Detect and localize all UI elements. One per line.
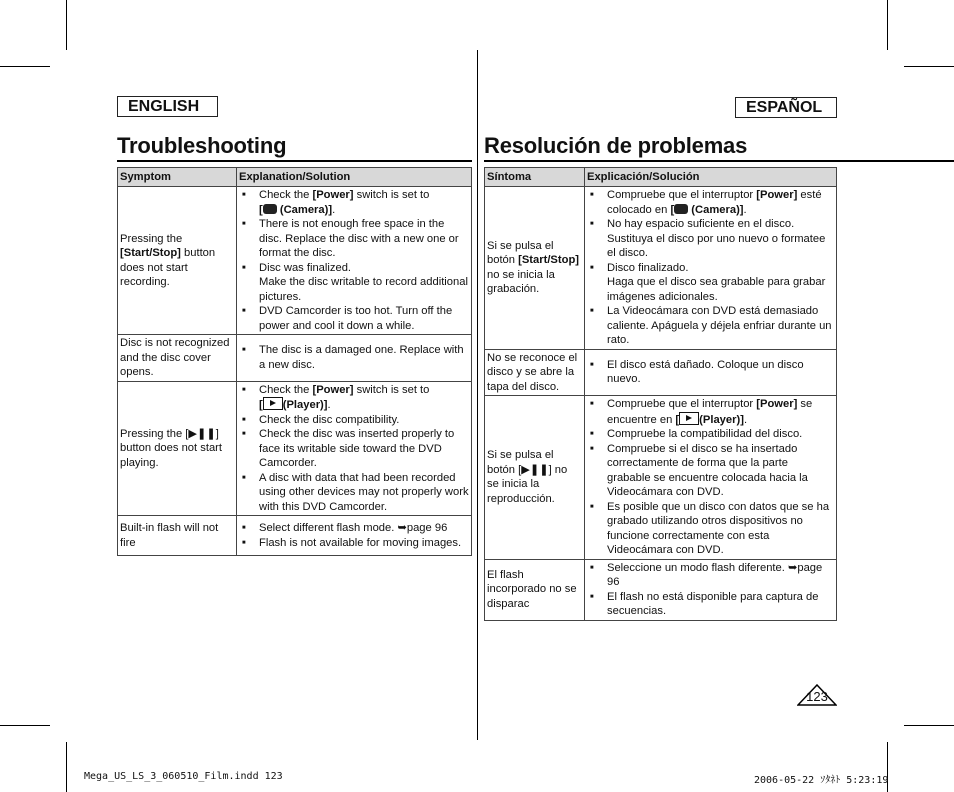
list-item: ■ Check the [Power] switch is set to [ (Player)]. (259, 383, 469, 413)
list-item: ■ There is not enough free space in the disc. Replace the disc with a new one or format the disc. (259, 217, 469, 261)
solution-cell (585, 187, 837, 350)
table-row (485, 559, 837, 620)
list-item: ■ Es posible que un disco con datos que se ha grabado utilizando otros dispositivos no funcione correctamente con esta Videocámara con DVD. (607, 500, 834, 558)
solution-cell (237, 335, 472, 382)
list-item: ■ Flash is not available for moving images. (259, 536, 469, 551)
page-title-en: Troubleshooting (117, 133, 287, 158)
footer-timestamp: 2006-05-22 ｿﾀﾈﾄ 5:23:19 (754, 775, 889, 786)
list-item: ■ A disc with data that had been recorded using other devices may not properly work with this DVD Camcorder. (259, 471, 469, 515)
crop-mark (887, 0, 888, 50)
symptom-cell: Pressing the [▶❚❚] button does not start playing. (118, 381, 237, 516)
list-item: ■ No hay espacio suficiente en el disco. Sustituya el disco por uno nuevo o formatee el disco. (607, 217, 834, 261)
play-pause-icon: ▶❚❚ (188, 427, 216, 440)
troubleshooting-table-es (484, 167, 837, 621)
list-item: ■ Disc was finalized. Make the disc writable to record additional pictures. (259, 261, 469, 305)
list-item: ■ The disc is a damaged one. Replace with a new disc. (259, 343, 469, 372)
footer-file-info: Mega_US_LS_3_060510_Film.indd 123 (84, 771, 283, 782)
list-item: ■ Select different flash mode. ➥page 96 (259, 521, 469, 536)
list-item: ■ Disco finalizado. Haga que el disco sea grabable para grabar imágenes adicionales. (607, 261, 834, 305)
table-row (118, 335, 472, 382)
symptom-cell: El flash incorporado no se disparac (485, 559, 585, 620)
symptom-cell: Si se pulsa el botón [Start/Stop] no se inicia la grabación. (485, 187, 585, 350)
table-row (485, 187, 837, 350)
spanish-label: ESPAÑOL (735, 97, 837, 118)
list-item: ■ Compruebe que el interruptor [Power] se encuentre en [ (Player)]. (607, 397, 834, 427)
list-item: ■ Seleccione un modo flash diferente. ➥page 96 (607, 561, 834, 590)
header-explanation: Explanation/Solution (237, 168, 472, 187)
crop-mark (0, 66, 50, 67)
play-pause-icon: ▶❚❚ (521, 463, 549, 476)
header-explanation: Explicación/Solución (585, 168, 837, 187)
camera-icon (263, 204, 277, 214)
page-number: 123 (806, 689, 828, 704)
list-item: ■ Compruebe que el interruptor [Power] esté colocado en [ (Camera)]. (607, 188, 834, 217)
symptom-cell: No se reconoce el disco y se abre la tapa del disco. (485, 349, 585, 396)
solution-cell (237, 187, 472, 335)
table-row (118, 381, 472, 516)
list-item: ■ La Videocámara con DVD está demasiado caliente. Apáguela y déjela enfriar durante un rato. (607, 304, 834, 348)
crop-mark (0, 725, 50, 726)
page-number-badge (797, 684, 837, 706)
table-row (118, 516, 472, 556)
title-rule-es (484, 160, 954, 162)
column-separator (477, 50, 478, 740)
solution-cell (585, 396, 837, 560)
list-item: ■ Compruebe si el disco se ha insertado correctamente de forma que la parte grabable se encuentre colocada hacia la Videocámara con DVD. (607, 442, 834, 500)
header-symptom: Symptom (118, 168, 237, 187)
crop-mark (904, 66, 954, 67)
list-item: ■ Check the disc was inserted properly to face its writable side toward the DVD Camcorder. (259, 427, 469, 471)
header-symptom: Síntoma (485, 168, 585, 187)
list-item: ■ Check the [Power] switch is set to [ (Camera)]. (259, 188, 469, 217)
page-reference: ➥page 96 (397, 522, 448, 534)
title-rule-en (117, 160, 472, 162)
table-row (118, 187, 472, 335)
solution-cell (585, 559, 837, 620)
player-icon (263, 397, 283, 410)
list-item: ■ Compruebe la compatibilidad del disco. (607, 427, 834, 442)
crop-mark (904, 725, 954, 726)
list-item: ■ El disco está dañado. Coloque un disco nuevo. (607, 358, 834, 387)
page-title-es: Resolución de problemas (484, 133, 748, 158)
solution-cell (237, 516, 472, 556)
symptom-cell: Disc is not recognized and the disc cover opens. (118, 335, 237, 382)
solution-cell (585, 349, 837, 396)
crop-mark (66, 742, 67, 792)
table-row (485, 349, 837, 396)
player-icon (679, 412, 699, 425)
table-row (485, 396, 837, 560)
camera-icon (674, 204, 688, 214)
symptom-cell: Built-in flash will not fire (118, 516, 237, 556)
symptom-cell: Si se pulsa el botón [▶❚❚] no se inicia la reproducción. (485, 396, 585, 560)
page-reference: ➥page 96 (607, 561, 823, 588)
english-label: ENGLISH (117, 96, 218, 117)
list-item: ■ El flash no está disponible para captura de secuencias. (607, 590, 834, 619)
list-item: ■ DVD Camcorder is too hot. Turn off the power and cool it down a while. (259, 304, 469, 333)
list-item: ■ Check the disc compatibility. (259, 413, 469, 428)
solution-cell (237, 381, 472, 516)
crop-mark (66, 0, 67, 50)
troubleshooting-table-en (117, 167, 472, 556)
symptom-cell: Pressing the [Start/Stop] button does not start recording. (118, 187, 237, 335)
